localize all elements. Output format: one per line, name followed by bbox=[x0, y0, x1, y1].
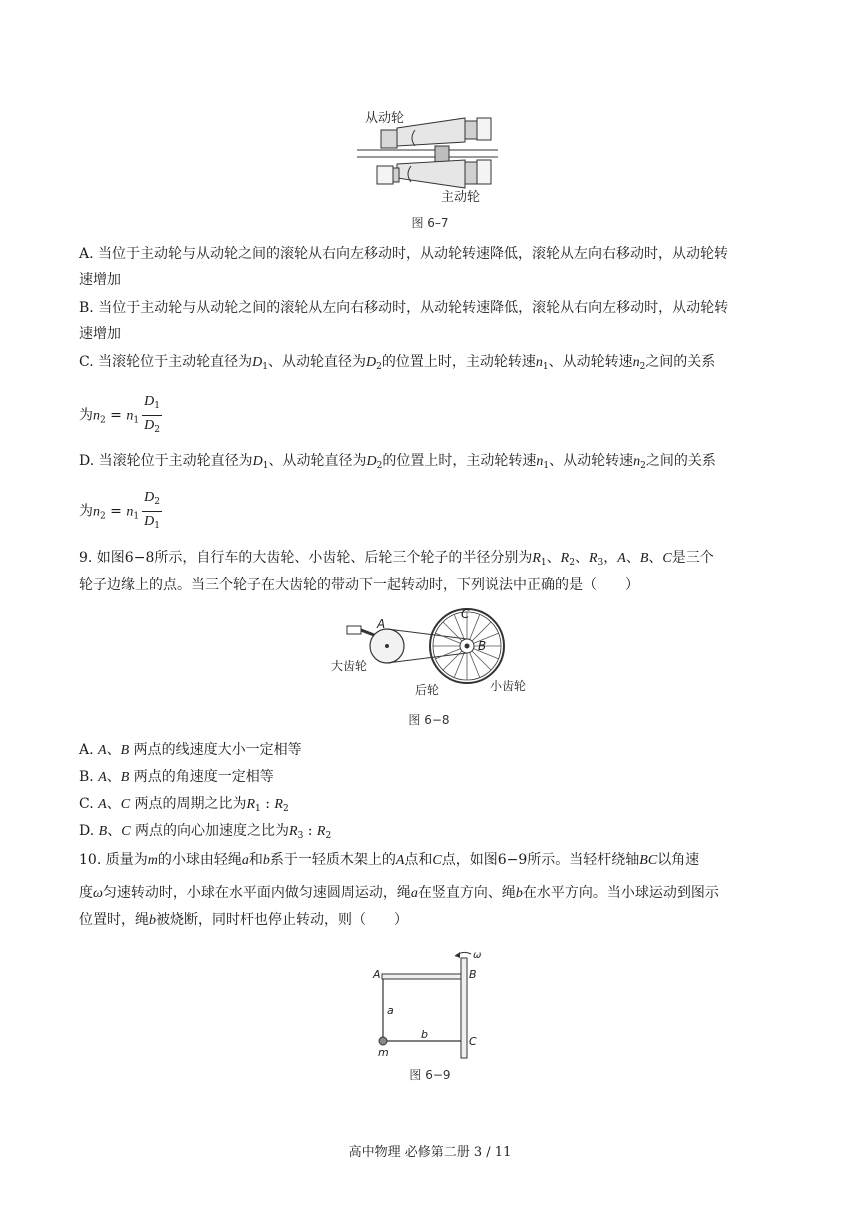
page-footer: 高中物理 必修第二册 3 / 11 bbox=[348, 1145, 512, 1160]
svg-text:b: b bbox=[421, 1028, 428, 1041]
svg-text:C: C bbox=[461, 607, 470, 621]
figure-6-7-caption: 图 6–7 bbox=[411, 216, 449, 230]
svg-text:m: m bbox=[378, 1046, 389, 1059]
label-driven-wheel: 从动轮 bbox=[365, 111, 405, 126]
q9-stem-line1: 9. 如图6−8所示，自行车的大齿轮、小齿轮、后轮三个轮子的半径分别为$R_1$、$R_2$、$R_3$，A、B、C是三个 bbox=[79, 550, 714, 568]
q8-option-b-line1: B. 当位于主动轮与从动轮之间的滚轮从左向右移动时，从动轮转速降低，滚轮从右向左移动时，从动轮转 bbox=[79, 300, 729, 316]
q9-stem-line2: 轮子边缘上的点。当三个轮子在大齿轮的带动下一起转动时，下列说法中正确的是（ ） bbox=[79, 577, 639, 593]
q8-option-d-formula: 为$n_2 = n_1$ $\frac{D_2}{D_1}$ bbox=[79, 490, 160, 531]
label-small-gear: 小齿轮 bbox=[490, 679, 527, 693]
q8-option-b-line2: 速增加 bbox=[79, 326, 121, 342]
svg-text:A: A bbox=[377, 617, 386, 631]
svg-text:B: B bbox=[478, 639, 487, 653]
q10-stem-line3: 位置时，绳b被烧断，同时杆也停止转动，则（ ） bbox=[79, 912, 408, 928]
q8-option-c-line1: C. 当滚轮位于主动轮直径为$D_1$、从动轮直径为$D_2$的位置上时，主动轮转速$n_1$、从动轮转速$n_2$之间的关系 bbox=[79, 354, 716, 372]
figure-6-7 bbox=[355, 108, 500, 203]
label-rear-wheel: 后轮 bbox=[415, 683, 440, 697]
q8-option-a-line1: A. 当位于主动轮与从动轮之间的滚轮从右向左移动时，从动轮转速降低，滚轮从左向右移动时，从动轮转 bbox=[79, 246, 729, 262]
svg-text:B: B bbox=[469, 968, 477, 981]
q9-option-b: B. A、B 两点的角速度一定相等 bbox=[79, 769, 274, 785]
svg-text:A: A bbox=[373, 968, 381, 981]
svg-text:ω: ω bbox=[473, 950, 482, 961]
q8-option-c-formula: 为$n_2 = n_1$ $\frac{D_1}{D_2}$ bbox=[79, 394, 160, 435]
figure-6-9-caption: 图 6−9 bbox=[409, 1068, 451, 1082]
q9-option-a: A. A、B 两点的线速度大小一定相等 bbox=[79, 742, 302, 758]
q10-stem-line1: 10. 质量为m的小球由轻绳a和b系于一轻质木架上的A点和C点，如图6−9所示。当轻杆绕轴BC以角速 bbox=[79, 852, 700, 868]
q8-option-d-line1: D. 当滚轮位于主动轮直径为$D_1$、从动轮直径为$D_2$的位置上时，主动轮转速$n_1$、从动轮转速$n_2$之间的关系 bbox=[79, 453, 716, 471]
label-big-gear: 大齿轮 bbox=[331, 659, 368, 673]
figure-6-8-caption: 图 6−8 bbox=[408, 713, 450, 727]
q9-option-d: D. B、C 两点的向心加速度之比为$R_3$ : $R_2$ bbox=[79, 823, 332, 841]
svg-text:a: a bbox=[387, 1004, 394, 1017]
svg-text:C: C bbox=[469, 1035, 477, 1048]
label-driver-wheel: 主动轮 bbox=[441, 190, 481, 203]
figure-6-9 bbox=[365, 944, 495, 1062]
q10-stem-line2: 度ω匀速转动时，小球在水平面内做匀速圆周运动，绳a在竖直方向、绳b在水平方向。当小球运动到图示 bbox=[79, 885, 719, 901]
figure-6-8 bbox=[325, 606, 535, 700]
q8-option-a-line2: 速增加 bbox=[79, 272, 121, 288]
q9-option-c: C. A、C 两点的周期之比为$R_1$ : $R_2$ bbox=[79, 796, 289, 814]
